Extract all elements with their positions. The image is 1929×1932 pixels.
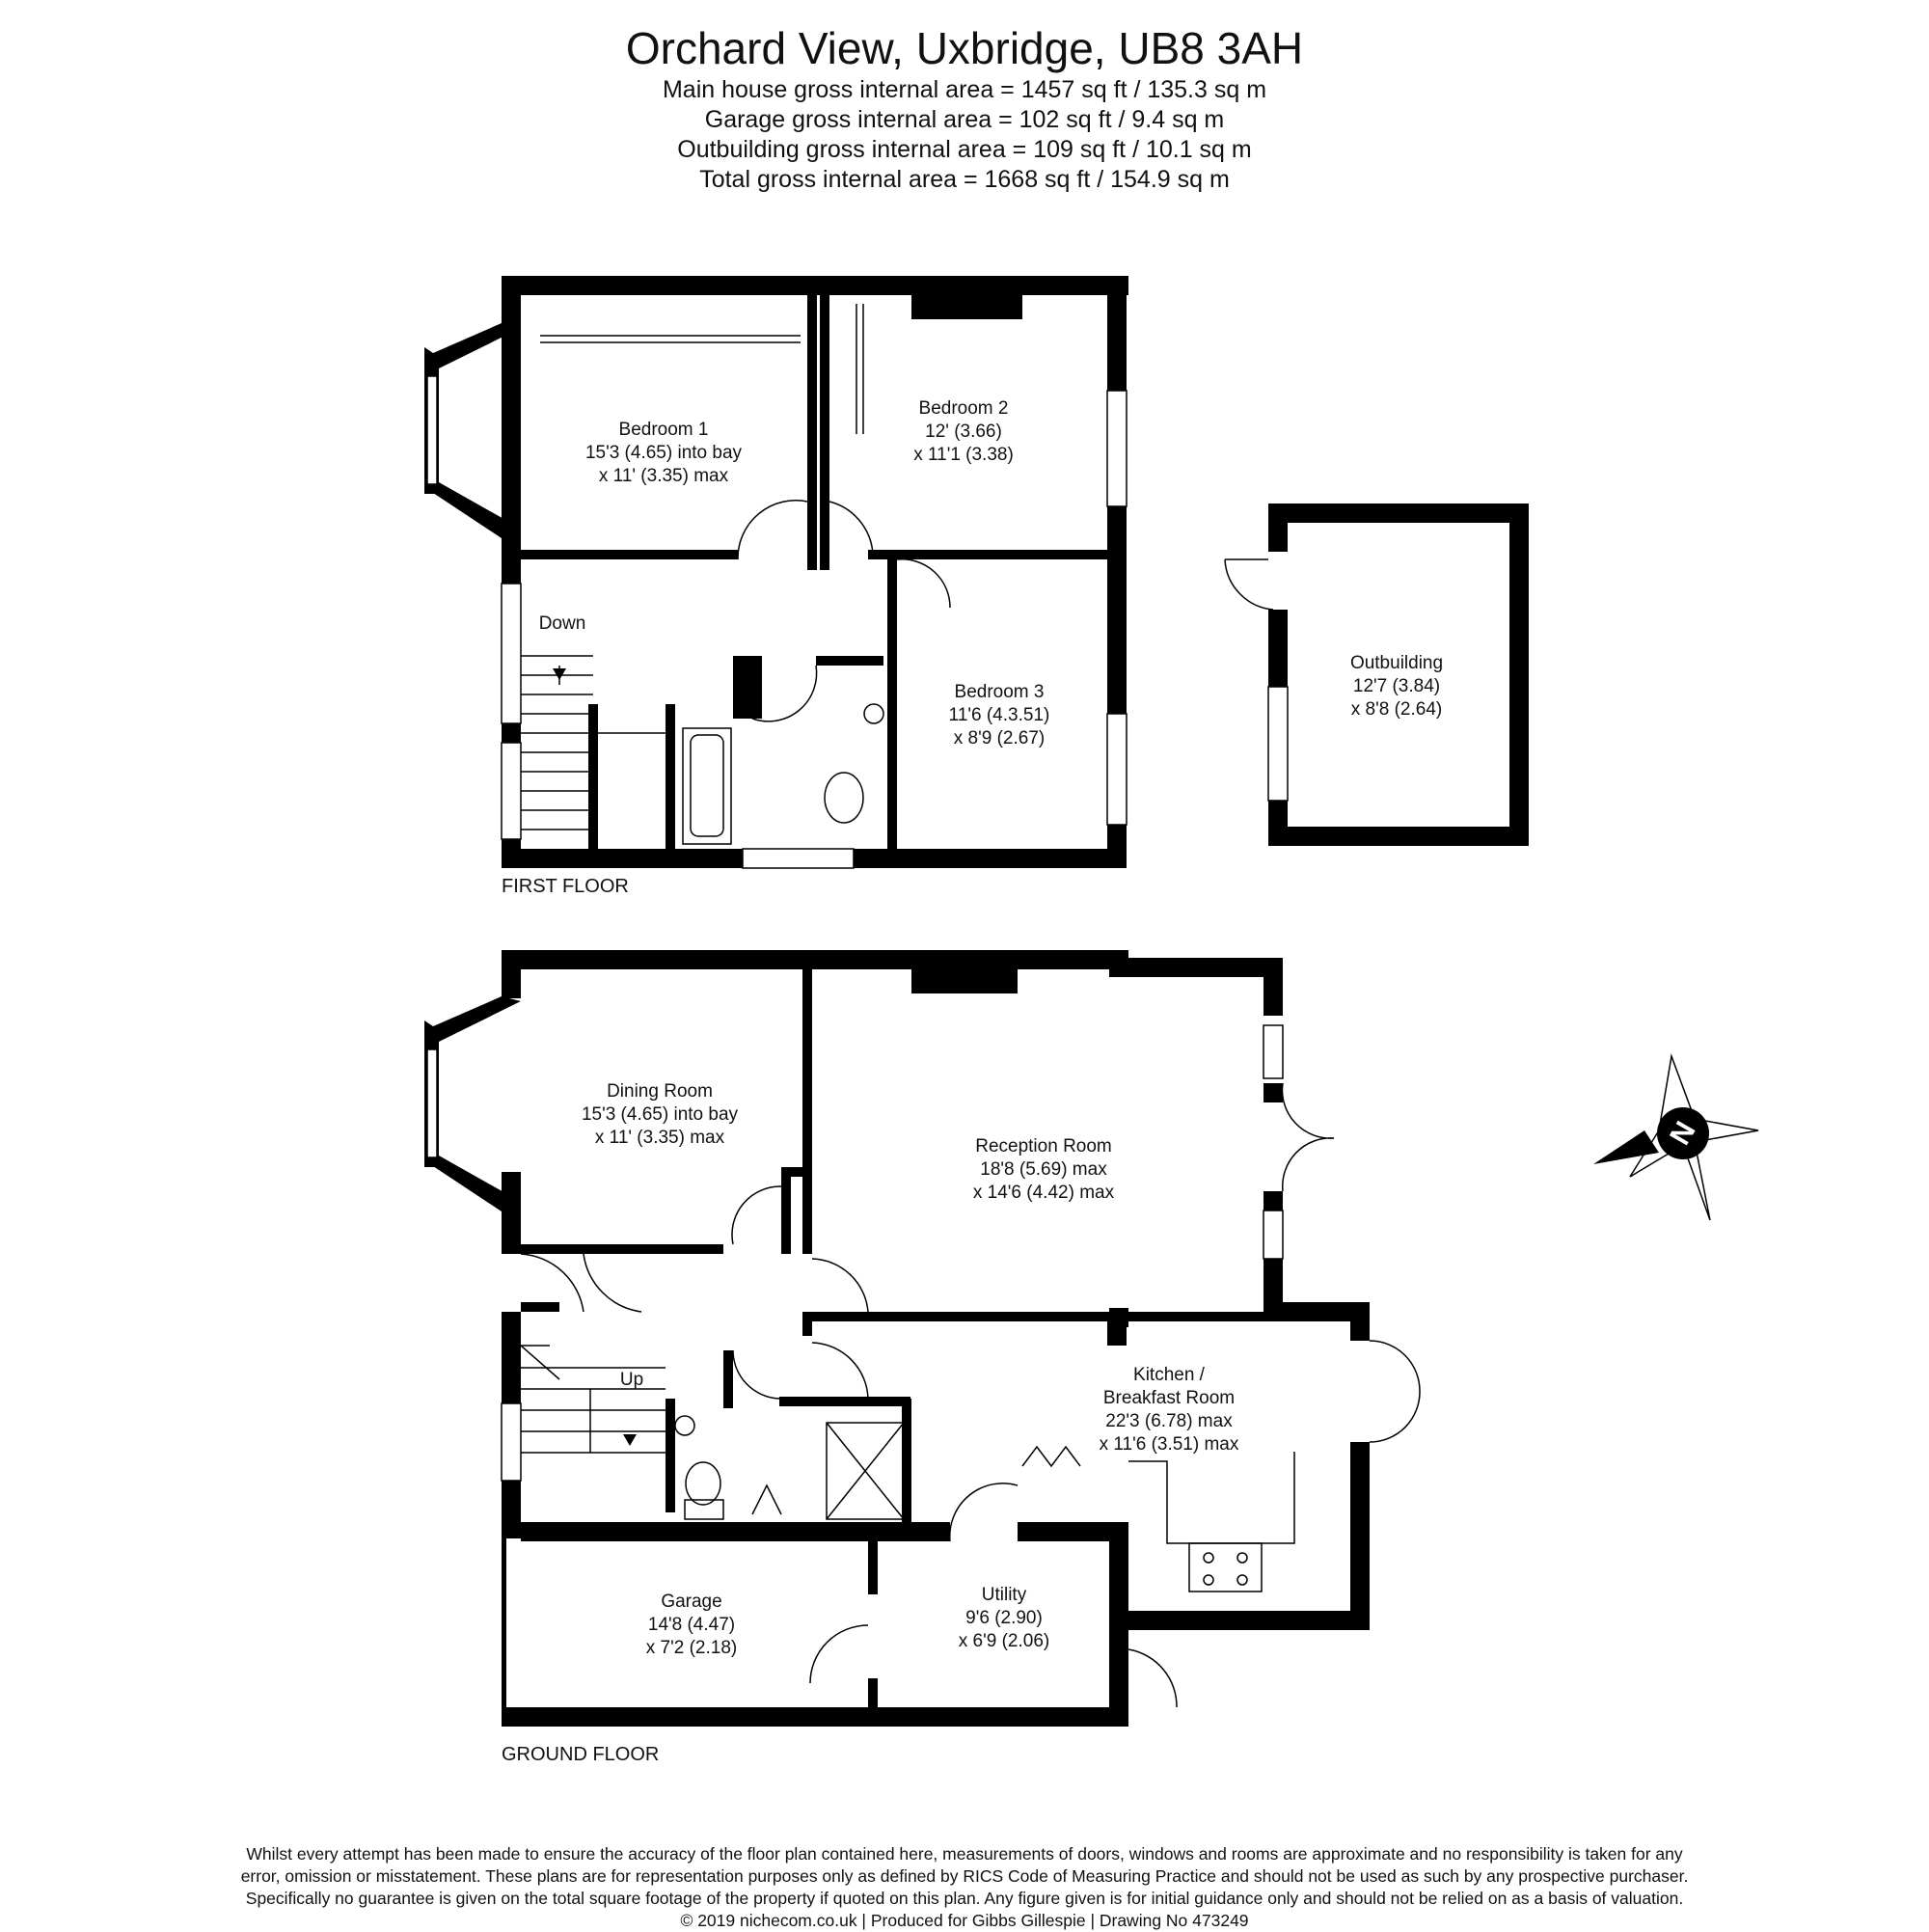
stair-arrow-up (623, 1434, 637, 1446)
room-name: Reception Room (975, 1136, 1112, 1156)
room-name: Utility (981, 1585, 1027, 1605)
room-dimension: x 11' (3.35) max (594, 1128, 725, 1148)
room-dimension: 12'7 (3.84) (1352, 676, 1441, 696)
room-kitchen (1100, 1365, 1239, 1455)
room-bedroom-1 (585, 420, 743, 486)
first-floor-label: FIRST FLOOR (502, 876, 629, 897)
room-dimension: x 7'2 (2.18) (645, 1638, 738, 1658)
room-reception (973, 1136, 1115, 1203)
disclaimer (58, 1843, 1871, 1932)
page-title: Orchard View, Uxbridge, UB8 3AH (625, 23, 1304, 73)
room-name: Dining Room (607, 1081, 713, 1102)
room-dimension: x 14'6 (4.42) max (972, 1183, 1115, 1203)
room-dimension: x 11'1 (3.38) (913, 445, 1014, 465)
room-dimension: x 6'9 (2.06) (958, 1631, 1050, 1651)
compass-north-label: N (1664, 1116, 1702, 1151)
room-bedroom-3 (949, 682, 1050, 748)
first-floor-plan (424, 276, 1128, 868)
room-dining (582, 1081, 739, 1148)
room-dimension: x 8'8 (2.64) (1350, 699, 1443, 720)
area-outbuilding: Outbuilding gross internal area = 109 sq ft / 10.1 sq m (677, 136, 1252, 163)
room-dimension: x 8'9 (2.67) (953, 728, 1046, 748)
room-utility (959, 1585, 1049, 1651)
stairs-down-label: Down (538, 613, 586, 634)
room-dimension: 18'8 (5.69) max (980, 1159, 1107, 1180)
outbuilding-plan (1268, 503, 1529, 846)
room-dimension: 15'3 (4.65) into bay (581, 1104, 739, 1125)
stair-arrow-down (553, 668, 566, 680)
area-main-house: Main house gross internal area = 1457 sq ft / 135.3 sq m (662, 76, 1267, 103)
disclaimer-line: error, omission or misstatement. These plans are for representation purposes only as defined by RICS Code of Measuring Practice and should not be used as such by any prospective purchaser. (240, 1866, 1689, 1886)
room-dimension: 11'6 (4.3.51) (948, 705, 1050, 725)
room-name: Outbuilding (1349, 653, 1444, 673)
stairs-up-label: Up (619, 1370, 644, 1390)
room-name: Bedroom 1 (618, 420, 709, 440)
room-dimension: 9'6 (2.90) (965, 1608, 1043, 1628)
first-floor-windows (427, 376, 1127, 868)
room-name: Garage (661, 1592, 722, 1612)
room-dimension: 12' (3.66) (925, 422, 1002, 442)
copyright-line: © 2019 nichecom.co.uk | Produced for Gibbs Gillespie | Drawing No 473249 (680, 1911, 1249, 1930)
room-outbuilding (1350, 653, 1443, 720)
room-dimension: x 11'6 (3.51) max (1099, 1434, 1239, 1455)
ground-floor-plan (424, 950, 1370, 1727)
room-bedroom-2 (913, 398, 1014, 465)
first-floor-fixtures (521, 304, 950, 844)
room-name: Kitchen / (1133, 1365, 1205, 1385)
disclaimer-line: Whilst every attempt has been made to ensure the accuracy of the floor plan contained here, measurements of doors, windows and rooms are approximate and no responsibility is taken for any (246, 1844, 1683, 1864)
compass-rose (1593, 1056, 1758, 1220)
area-garage: Garage gross internal area = 102 sq ft / 9.4 sq m (704, 106, 1225, 133)
room-dimension: x 11' (3.35) max (598, 466, 729, 486)
room-garage (646, 1592, 737, 1658)
area-total: Total gross internal area = 1668 sq ft / 154.9 sq m (699, 166, 1230, 193)
room-dimension: 14'8 (4.47) (647, 1615, 736, 1635)
room-name: Bedroom 2 (918, 398, 1009, 419)
room-dimension: 15'3 (4.65) into bay (584, 443, 743, 463)
room-name: Bedroom 3 (954, 682, 1045, 702)
room-name-line-2: Breakfast Room (1102, 1388, 1236, 1408)
ground-floor-label: GROUND FLOOR (502, 1744, 660, 1765)
room-dimension: 22'3 (6.78) max (1105, 1411, 1233, 1431)
disclaimer-line: Specifically no guarantee is given on the total square footage of the property if quoted on this plan. Any figure given is for initial guidance only and should not be relied on as a basis of valuation. (245, 1889, 1684, 1908)
